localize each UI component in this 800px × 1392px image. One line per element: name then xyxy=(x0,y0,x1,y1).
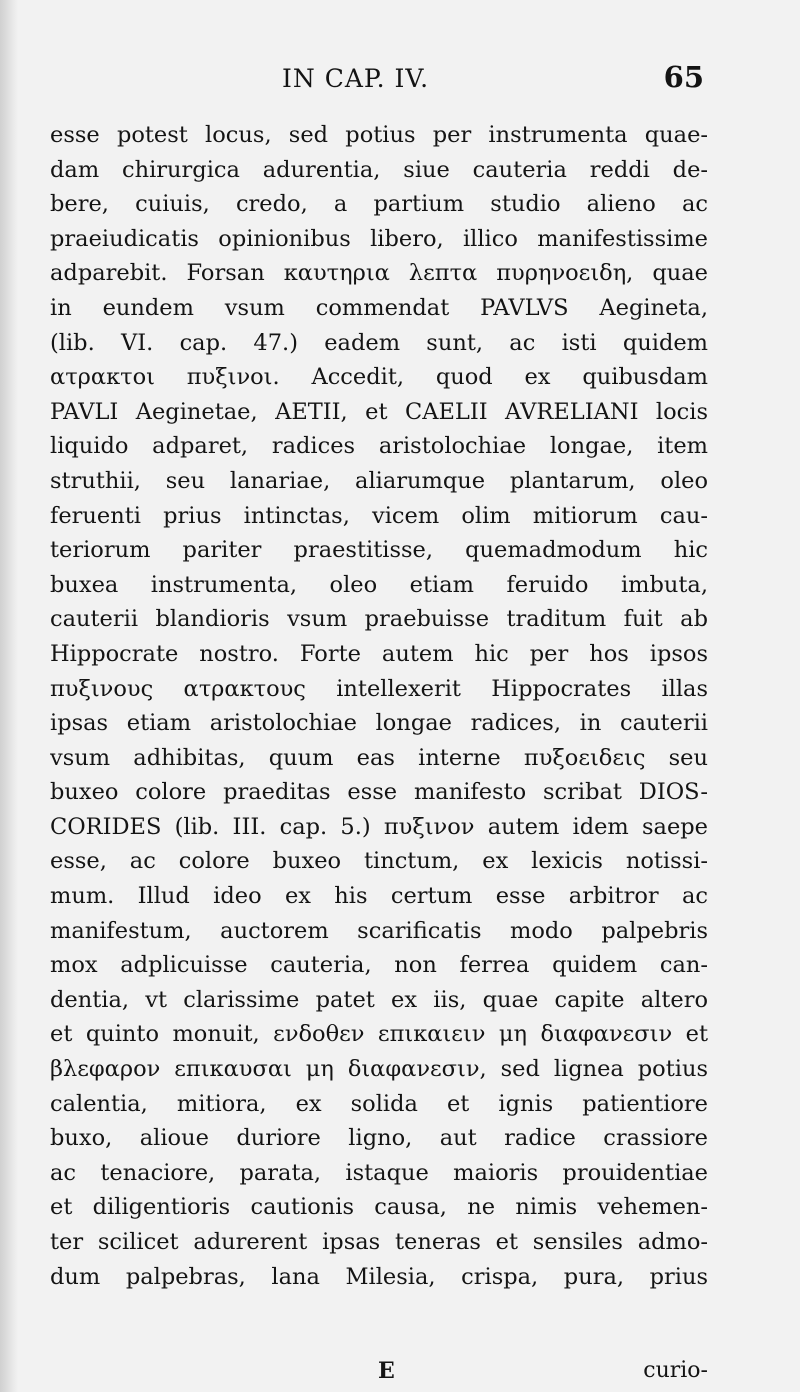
text-line: feruenti prius intinctas, vicem olim mitiorum cau- xyxy=(50,502,708,529)
body-text xyxy=(50,118,708,1294)
text-line: buxeo colore praeditas esse manifesto scribat DIOS- xyxy=(50,779,708,806)
text-line: liquido adparet, radices aristolochiae longae, item xyxy=(50,433,708,460)
text-line: mum. Illud ideo ex his certum esse arbitror ac xyxy=(50,883,708,910)
text-line: vsum adhibitas, quum eas interne πυξοειδεις seu xyxy=(50,744,708,771)
page-number: 65 xyxy=(663,60,704,94)
text-line: (lib. VI. cap. 47.) eadem sunt, ac isti quidem xyxy=(50,329,708,356)
text-line: πυξινους ατρακτους intellexerit Hippocrates illas xyxy=(50,675,708,702)
text-line: ac tenaciore, parata, istaque maioris prouidentiae xyxy=(50,1159,708,1186)
page-footer xyxy=(50,1358,708,1388)
page-header xyxy=(50,58,710,98)
text-line: teriorum pariter praestitisse, quemadmodum hic xyxy=(50,537,708,564)
text-line: cauterii blandioris vsum praebuisse traditum fuit ab xyxy=(50,606,708,633)
text-line: mox adplicuisse cauteria, non ferrea quidem can- xyxy=(50,952,708,979)
page-edge-shadow xyxy=(0,0,18,1392)
text-line: βλεφαρον επικαυσαι μη διαφανεσιν, sed lignea potius xyxy=(50,1056,708,1083)
text-line: praeiudicatis opinionibus libero, illico manifestissime xyxy=(50,225,708,252)
text-line: buxo, alioue duriore ligno, aut radice crassiore xyxy=(50,1125,708,1152)
text-line: ατρακτοι πυξινοι. Accedit, quod ex quibusdam xyxy=(50,364,708,391)
text-line: manifestum, auctorem scarificatis modo palpebris xyxy=(50,917,708,944)
signature-mark: E xyxy=(378,1358,395,1384)
text-line: esse, ac colore buxeo tinctum, ex lexicis notissi- xyxy=(50,848,708,875)
text-line: adparebit. Forsan καυτηρια λεπτα πυρηνοειδη, quae xyxy=(50,260,708,287)
text-line: ipsas etiam aristolochiae longae radices, in cauterii xyxy=(50,710,708,737)
text-line: dentia, vt clarissime patet ex iis, quae capite altero xyxy=(50,986,708,1013)
text-line: PAVLI Aeginetae, AETII, et CAELII AVRELIANI locis xyxy=(50,398,708,425)
text-line: in eundem vsum commendat PAVLVS Aegineta, xyxy=(50,294,708,321)
text-line: bere, cuiuis, credo, a partium studio alieno ac xyxy=(50,191,708,218)
running-head: IN CAP. IV. xyxy=(282,64,430,93)
text-line: struthii, seu lanariae, aliarumque plantarum, oleo xyxy=(50,467,708,494)
text-line: ter scilicet adurerent ipsas teneras et sensiles admo- xyxy=(50,1229,708,1255)
text-line: esse potest locus, sed potius per instrumenta quae- xyxy=(50,122,708,148)
text-line: Hippocrate nostro. Forte autem hic per hos ipsos xyxy=(50,640,708,667)
text-line: calentia, mitiora, ex solida et ignis patientiore xyxy=(50,1090,708,1117)
catchword: curio- xyxy=(643,1358,708,1383)
text-line: dum palpebras, lana Milesia, crispa, pura, prius xyxy=(50,1263,708,1290)
text-line: buxea instrumenta, oleo etiam feruido imbuta, xyxy=(50,571,708,598)
text-line: et diligentioris cautionis causa, ne nimis vehemen- xyxy=(50,1194,708,1221)
text-line: CORIDES (lib. III. cap. 5.) πυξινον autem idem saepe xyxy=(50,813,708,840)
text-line: et quinto monuit, ενδοθεν επικαιειν μη διαφανεσιν et xyxy=(50,1021,708,1048)
text-line: dam chirurgica adurentia, siue cauteria reddi de- xyxy=(50,156,708,183)
